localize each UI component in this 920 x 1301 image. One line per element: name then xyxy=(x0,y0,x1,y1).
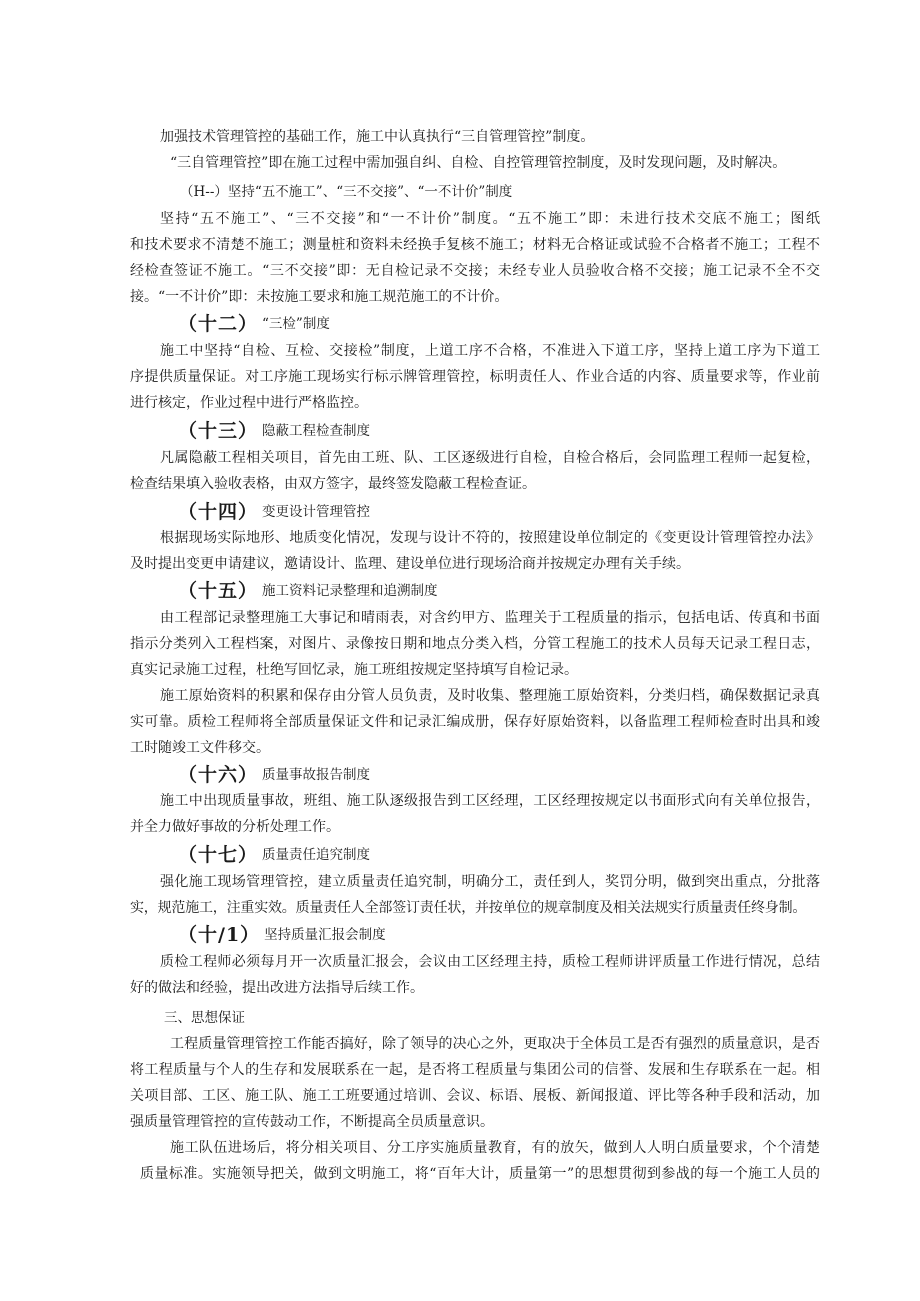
paragraph-line: 工时随竣工文件移交。 xyxy=(130,740,270,756)
paragraph-line: 及时提出变更申请建议，邀请设计、监理、建设单位进行现场洽商并按规定办理有关手续。 xyxy=(130,556,690,572)
paragraph-line: 指示分类列入工程档案，对图片、录像按日期和地点分类入档，分管工程施工的技术人员每天记录工程日志， xyxy=(130,636,820,652)
paragraph-line: 真实记录施工过程，杜绝写回忆录，施工班组按规定坚持填写自检记录。 xyxy=(130,662,578,678)
paragraph-line: 检查结果填入验收表格，由双方签字，最终签发隐蔽工程检查证。 xyxy=(130,476,536,492)
paragraph-line: 施工队伍进场后，将分相关项目、分工序实施质量教育，有的放矢，做到人人明白质量要求，个个清楚 xyxy=(170,1140,820,1156)
paragraph-line: 进行核定，作业过程中进行严格监控。 xyxy=(130,395,368,411)
heading-title: 质量责任追究制度 xyxy=(262,847,371,863)
heading-title: “三检”制度 xyxy=(262,316,330,332)
section-heading-15 xyxy=(178,578,438,604)
heading-number: （十三） xyxy=(178,420,259,442)
paragraph-line: 施工原始资料的积累和保存由分管人员负责，及时收集、整理施工原始资料，分类归档，确保数据记录真 xyxy=(160,688,820,704)
paragraph-line: 将工程质量与个人的生存和发展联系在一起，是否将工程质量与集团公司的信誉、发展和生存联系在一起。相 xyxy=(130,1062,820,1078)
document-page xyxy=(130,0,820,1301)
section-heading-14 xyxy=(178,499,370,525)
heading-number: （十/1） xyxy=(178,924,261,946)
section-heading-17 xyxy=(178,842,370,868)
paragraph-line: 接。“一不计价”即：未按施工要求和施工规范施工的不计价。 xyxy=(130,289,509,305)
paragraph-line: 加强技术管理管控的基础工作，施工中认真执行“三自管理管控”制度。 xyxy=(160,129,595,145)
heading-title: 质量事故报告制度 xyxy=(262,767,371,783)
paragraph-line: 强化施工现场管理管控，建立质量责任追究制，明确分工，责任到人，奖罚分明，做到突出重点，分批落 xyxy=(160,874,820,890)
section-heading-18 xyxy=(178,922,386,948)
heading-title: 隐蔽工程检查制度 xyxy=(262,423,371,439)
heading-title: 施工资料记录整理和追溯制度 xyxy=(262,583,438,599)
paragraph-line: 关项目部、工区、施工队、施工工班要通过培训、会议、标语、展板、新闻报道、评比等各种手段和活动，加 xyxy=(130,1088,820,1104)
heading-number: （十六） xyxy=(178,764,259,786)
paragraph-line: 工程质量管理管控工作能否搞好，除了领导的决心之外，更取决于全体员工是否有强烈的质量意识，是否 xyxy=(170,1036,820,1052)
section-heading-13 xyxy=(178,418,370,444)
section-heading-11: （H--）坚持“五不施工”、“三不交接”、“一不计价”制度 xyxy=(180,184,513,200)
paragraph-line: “三自管理管控”即在施工过程中需加强自纠、自检、自控管理管控制度，及时发现问题，及时解决。 xyxy=(170,155,787,171)
section-heading-12 xyxy=(178,311,330,337)
paragraph-line: 强质量管理管控的宣传鼓动工作，不断提高全员质量意识。 xyxy=(130,1114,494,1130)
section-heading-3: 三、思想保证 xyxy=(164,1010,245,1026)
section-heading-16 xyxy=(178,762,370,788)
paragraph-line: 施工中出现质量事故，班组、施工队逐级报告到工区经理，工区经理按规定以书面形式向有关单位报告， xyxy=(160,793,820,809)
heading-title: 坚持质量汇报会制度 xyxy=(264,927,386,943)
paragraph-line: 和技术要求不清楚不施工；测量桩和资料未经换手复核不施工；材料无合格证或试验不合格者不施工；工程不 xyxy=(130,237,820,253)
paragraph-line: 实可靠。质检工程师将全部质量保证文件和记录汇编成册，保存好原始资料，以备监理工程师检查时出具和竣 xyxy=(130,714,820,730)
paragraph-line: 经检查签证不施工。“三不交接”即：无自检记录不交接；未经专业人员验收合格不交接；施工记录不全不交 xyxy=(130,263,820,279)
paragraph-line: 实，规范施工，注重实效。质量责任人全部签订责任状，并按单位的规章制度及相关法规实行质量责任终身制。 xyxy=(130,900,807,916)
paragraph-line: 质量标准。实施领导把关，做到文明施工，将“百年大计，质量第一”的思想贯彻到参战的每一个施工人员的 xyxy=(140,1166,820,1182)
paragraph-line: 坚持“五不施工”、“三不交接”和“一不计价”制度。“五不施工”即：未进行技术交底不施工；图纸 xyxy=(160,211,820,227)
paragraph-line: 并全力做好事故的分析处理工作。 xyxy=(130,819,340,835)
heading-number: （十五） xyxy=(178,580,259,602)
heading-number: （十二） xyxy=(178,313,259,335)
heading-title: 变更设计管理管控 xyxy=(262,504,371,520)
paragraph-line: 好的做法和经验，提出改进方法指导后续工作。 xyxy=(130,980,424,996)
paragraph-line: 凡属隐蔽工程相关项目，首先由工班、队、工区逐级进行自检，自检合格后，会同监理工程师一起复检， xyxy=(160,450,820,466)
paragraph-line: 由工程部记录整理施工大事记和晴雨表，对含约甲方、监理关于工程质量的指示，包括电话、传真和书面 xyxy=(160,610,820,626)
heading-number: （十七） xyxy=(178,844,259,866)
heading-number: （十四） xyxy=(178,501,259,523)
paragraph-line: 质检工程师必须每月开一次质量汇报会，会议由工区经理主持，质检工程师讲评质量工作进行情况，总结 xyxy=(160,954,820,970)
paragraph-line: 根据现场实际地形、地质变化情况，发现与设计不符的，按照建设单位制定的《变更设计管理管控办法》 xyxy=(160,530,820,546)
paragraph-line: 序提供质量保证。对工序施工现场实行标示牌管理管控，标明责任人、作业合适的内容、质量要求等，作业前 xyxy=(130,369,820,385)
paragraph-line: 施工中坚持“自检、互检、交接检”制度，上道工序不合格，不准进入下道工序，坚持上道工序为下道工 xyxy=(160,343,820,359)
